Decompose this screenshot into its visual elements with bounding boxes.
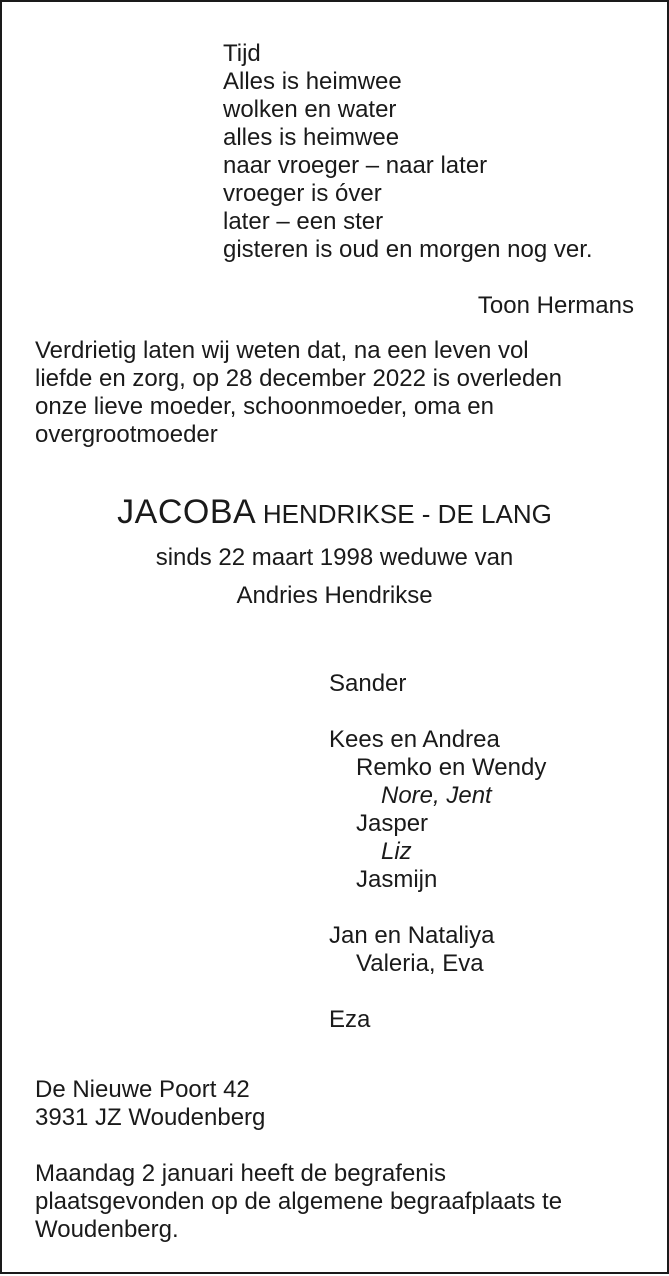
family-member: Kees en Andrea: [329, 726, 500, 753]
address-street: De Nieuwe Poort 42: [35, 1076, 250, 1103]
husband-name: Andries Hendrikse: [236, 582, 433, 609]
grandchild: Remko en Wendy: [356, 754, 547, 781]
deceased-first-name: JACOBA: [117, 493, 257, 531]
poem: [223, 40, 593, 264]
correspondence-address: [35, 1076, 265, 1132]
funeral-notice: [35, 1160, 562, 1244]
announcement-line: overgrootmoeder: [35, 421, 218, 448]
poem-line: alles is heimwee: [223, 124, 400, 151]
great-grandchildren: Nore, Jent: [381, 782, 492, 809]
deceased-surname: HENDRIKSE - DE LANG: [262, 499, 552, 529]
announcement-text: [35, 337, 635, 449]
announcement-line: Verdrietig laten wij weten dat, na een leven vol: [35, 337, 529, 364]
grandchild: Jasper: [356, 810, 429, 837]
family-member: Sander: [329, 670, 407, 697]
announcement-line: liefde en zorg, op 28 december 2022 is overleden: [35, 365, 563, 392]
poem-author: Toon Hermans: [477, 292, 634, 319]
funeral-line: Woudenberg.: [35, 1216, 179, 1243]
grandchild: Valeria, Eva: [356, 950, 484, 977]
funeral-line: plaatsgevonden op de algemene begraafplaats te: [35, 1188, 563, 1215]
family-member: Eza: [329, 1006, 371, 1033]
poem-line: naar vroeger – naar later: [223, 152, 488, 179]
poem-line: gisteren is oud en morgen nog ver.: [223, 236, 593, 263]
deceased-name: [2, 492, 667, 536]
poem-line: Alles is heimwee: [223, 68, 402, 95]
announcement-line: onze lieve moeder, schoonmoeder, oma en: [35, 393, 494, 420]
poem-line: vroeger is óver: [223, 180, 382, 207]
widow-line: sinds 22 maart 1998 weduwe van: [155, 544, 514, 571]
address-city: 3931 JZ Woudenberg: [35, 1104, 266, 1131]
great-grandchildren: Liz: [381, 838, 412, 865]
family-member: Jan en Nataliya: [329, 922, 495, 949]
poem-line: wolken en water: [223, 96, 397, 123]
poem-title: Tijd: [223, 40, 261, 67]
funeral-line: Maandag 2 januari heeft de begrafenis: [35, 1160, 446, 1187]
grandchild: Jasmijn: [356, 866, 438, 893]
poem-line: later – een ster: [223, 208, 384, 235]
family-list: [329, 670, 546, 1034]
